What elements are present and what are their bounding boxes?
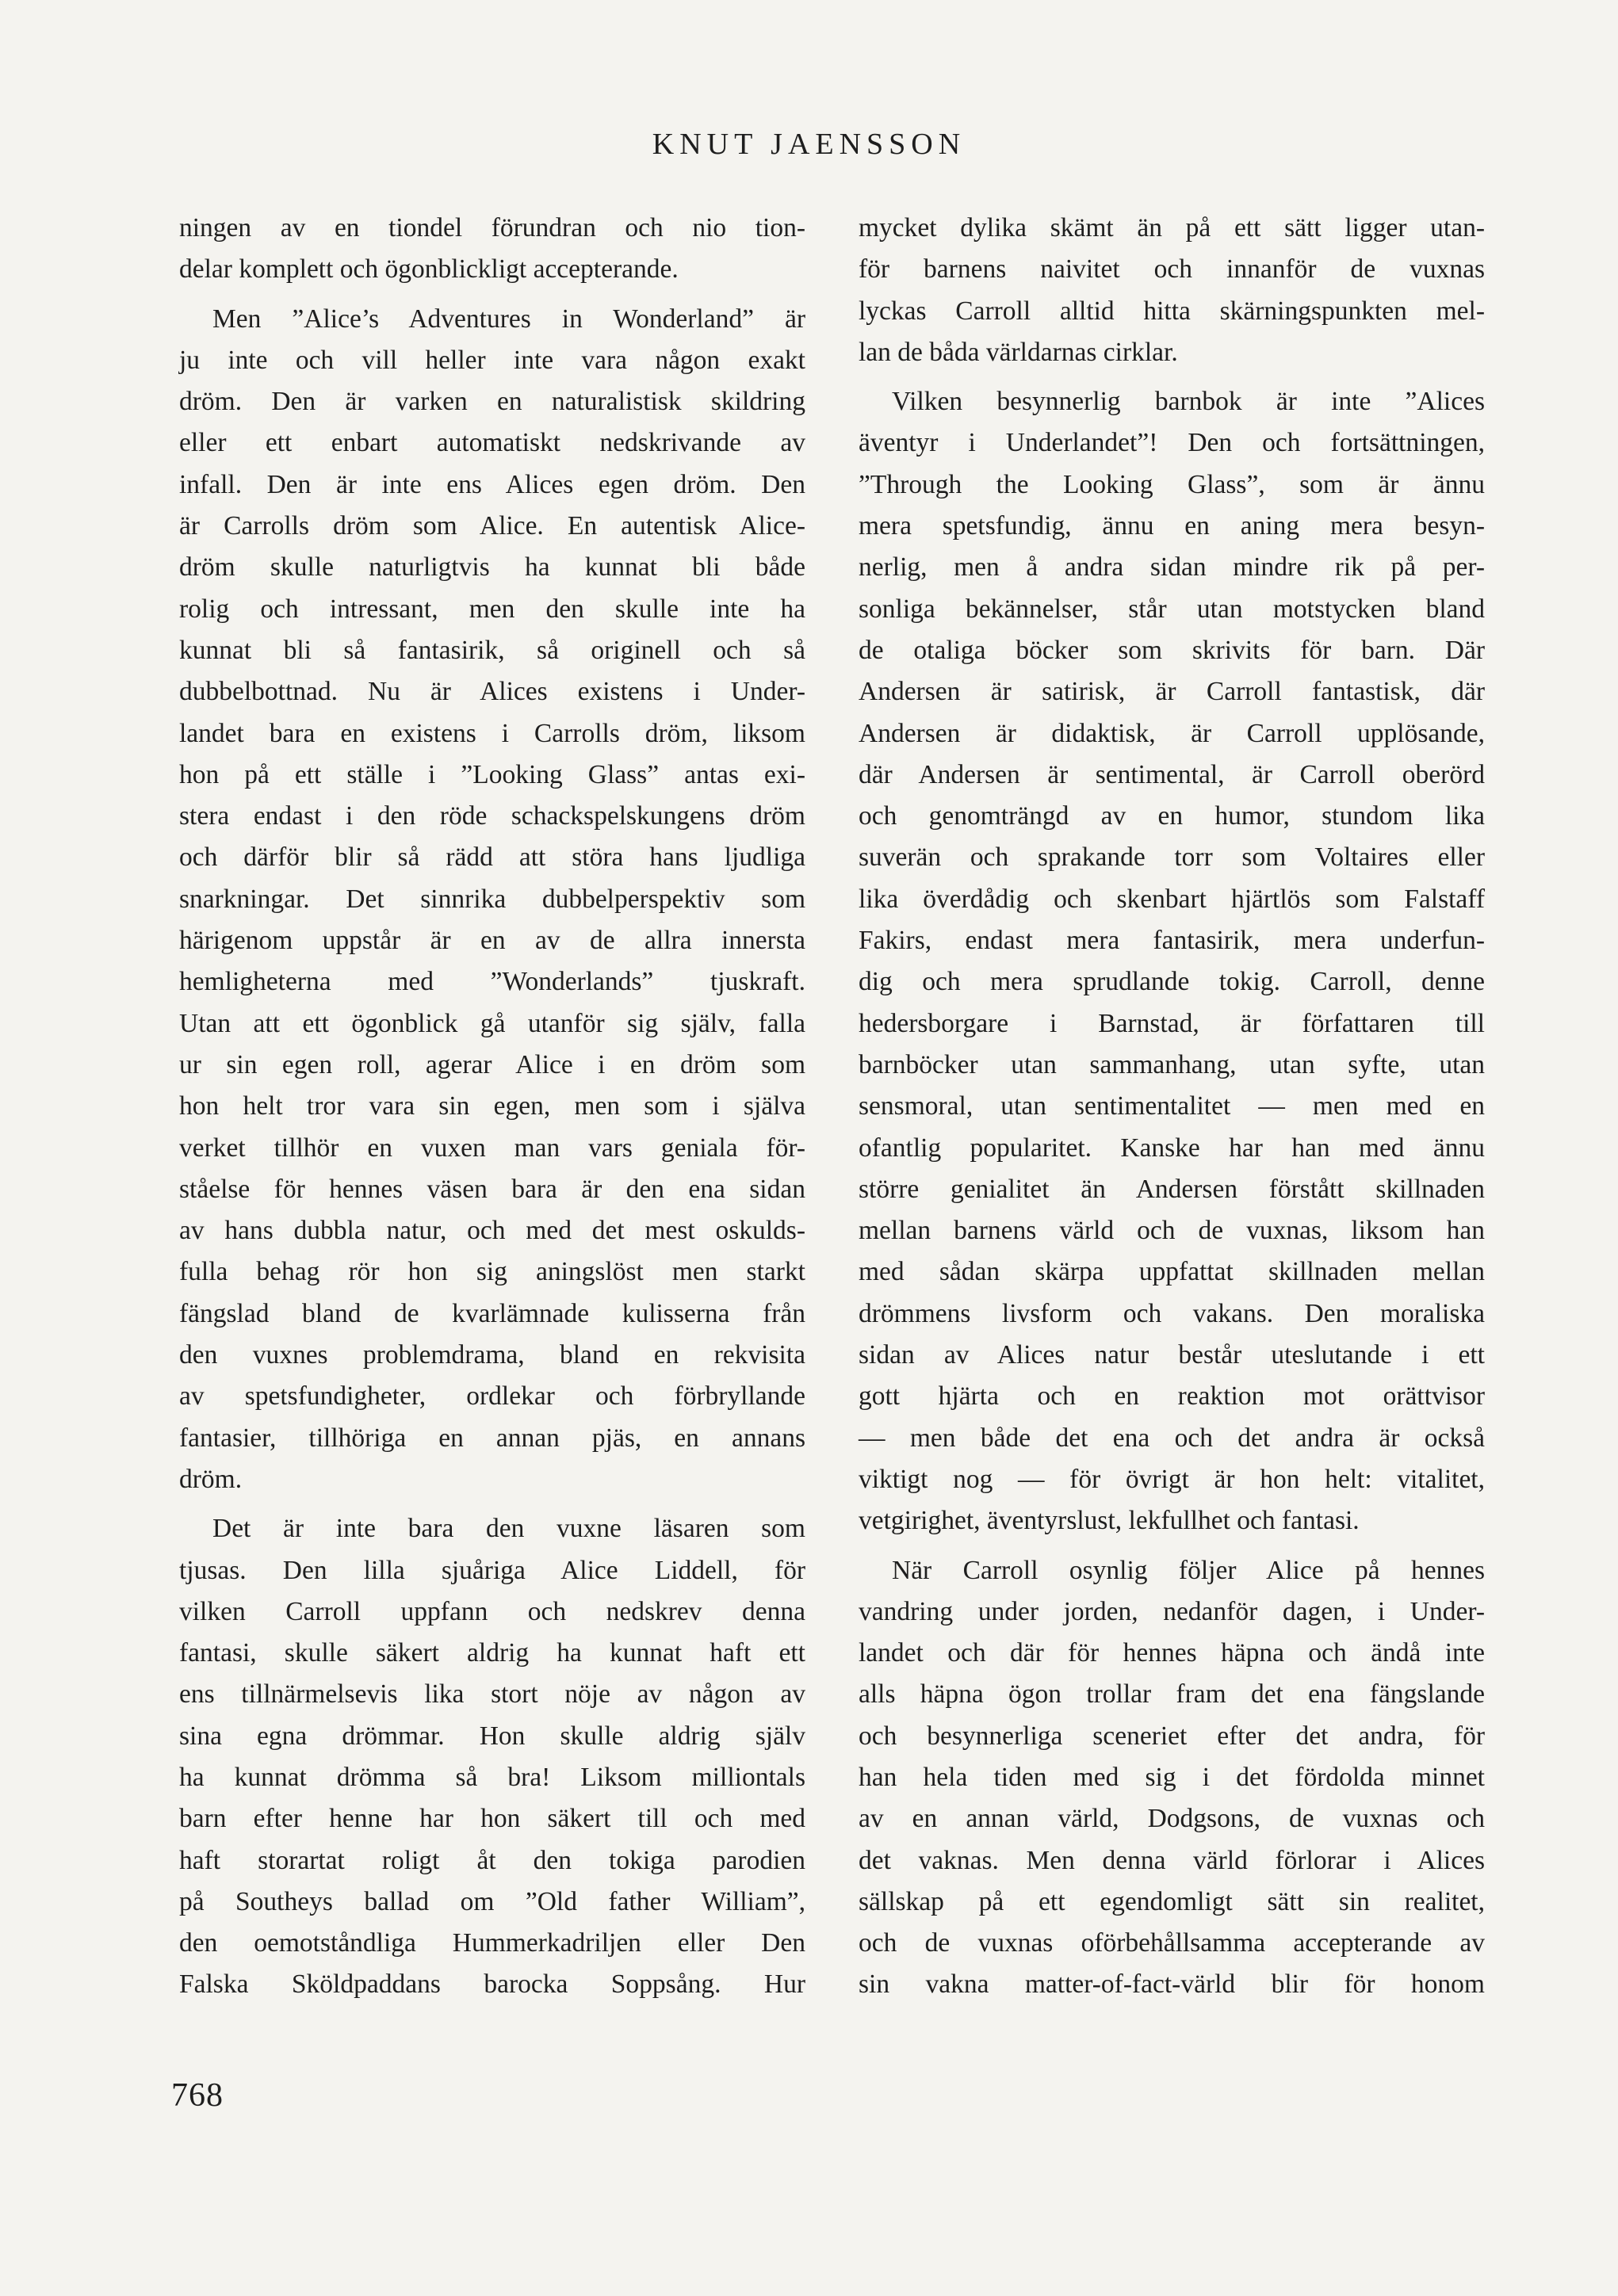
text-line: gott hjärta och en reaktion mot orättvisor [859,1381,1485,1412]
text-line: sina egna drömmar. Hon skulle aldrig själv [179,1721,805,1751]
text-line: Det är inte bara den vuxne läsaren som [212,1514,805,1544]
text-line: dubbelbottnad. Nu är Alices existens i Under- [179,677,805,707]
text-line: stera endast i den röde schackspelskungens dröm [179,801,805,831]
text-line: ofantlig popularitet. Kanske har han med ännu [859,1133,1485,1163]
text-line: kunnat bli så fantasirik, så originell och så [179,635,805,665]
text-line: Vilken besynnerlig barnbok är inte ”Alices [892,387,1485,417]
text-line: lika överdådig och skenbart hjärtlös som Falstaff [859,884,1485,914]
text-line: infall. Den är inte ens Alices egen dröm. Den [179,469,805,499]
text-line: hemligheterna med ”Wonderlands” tjuskraft. [179,967,805,997]
text-line: Utan att ett ögonblick gå utanför sig själv, falla [179,1008,805,1038]
text-line: sidan av Alices natur består uteslutande i ett [859,1340,1485,1370]
text-line: Andersen är didaktisk, är Carroll upplösande, [859,718,1485,748]
text-line: mycket dylika skämt än på ett sätt ligger utan- [859,213,1485,243]
text-line: ”Through the Looking Glass”, som är ännu [859,469,1485,499]
page-number: 768 [171,2077,224,2114]
text-line: Andersen är satirisk, är Carroll fantastisk, där [859,677,1485,707]
left-column [179,208,805,2006]
text-line: Falska Sköldpaddans barocka Soppsång. Hur [179,1969,805,2000]
text-line: ningen av en tiondel förundran och nio tion- [179,213,805,243]
text-line: den vuxnes problemdrama, bland en rekvisita [179,1340,805,1370]
text-line: delar komplett och ögonblickligt accepterande. [179,254,679,285]
text-line: det vaknas. Men denna värld förlorar i Alices [859,1845,1485,1875]
text-line: landet bara en existens i Carrolls dröm, liksom [179,718,805,748]
text-line: rolig och intressant, men den skulle inte ha [179,594,805,624]
text-line: ur sin egen roll, agerar Alice i en dröm som [179,1049,805,1079]
text-line: Men ”Alice’s Adventures in Wonderland” är [212,304,805,334]
text-line: barnböcker utan sammanhang, utan syfte, utan [859,1049,1485,1079]
text-line: viktigt nog — för övrigt är hon helt: vitalitet, [859,1464,1485,1494]
text-line: När Carroll osynlig följer Alice på hennes [892,1555,1485,1585]
text-line: med sådan skärpa uppfattat skillnaden mellan [859,1257,1485,1287]
text-line: dröm skulle naturligtvis ha kunnat bli både [179,552,805,583]
text-line: hon på ett ställe i ”Looking Glass” antas exi- [179,759,805,789]
text-line: alls häpna ögon trollar fram det ena fängslande [859,1679,1485,1710]
text-line: hedersborgare i Barnstad, är författaren till [859,1008,1485,1038]
text-line: snarkningar. Det sinnrika dubbelperspektiv som [179,884,805,914]
text-line: suverän och sprakande torr som Voltaires eller [859,842,1485,873]
text-line: och genomträngd av en humor, stundom lika [859,801,1485,831]
text-line: verket tillhör en vuxen man vars geniala för- [179,1133,805,1163]
text-line: av spetsfundigheter, ordlekar och förbryllande [179,1381,805,1412]
text-line: landet och där för hennes häpna och ändå inte [859,1638,1485,1668]
text-line: sin vakna matter-of-fact-värld blir för honom [859,1969,1485,2000]
text-line: för barnens naivitet och innanför de vuxnas [859,254,1485,285]
text-line: vetgirighet, äventyrslust, lekfullhet och fantasi. [859,1506,1360,1536]
text-line: fulla behag rör hon sig aningslöst men starkt [179,1257,805,1287]
text-line: de otaliga böcker som skrivits för barn. Där [859,635,1485,665]
text-line: lyckas Carroll alltid hitta skärningspunkten mel- [859,296,1485,326]
text-line: — men både det ena och det andra är också [859,1423,1485,1453]
text-line: större genialitet än Andersen förstått skillnaden [859,1174,1485,1204]
text-line: lan de båda världarnas cirklar. [859,337,1178,367]
text-line: dröm. [179,1464,243,1494]
text-line: tjusas. Den lilla sjuåriga Alice Liddell, för [179,1555,805,1585]
text-line: vandring under jorden, nedanför dagen, i Under- [859,1596,1485,1626]
text-line: nerlig, men å andra sidan mindre rik på per- [859,552,1485,583]
text-line: fantasier, tillhöriga en annan pjäs, en annans [179,1423,805,1453]
text-line: sensmoral, utan sentimentalitet — men med en [859,1091,1485,1121]
text-line: på Southeys ballad om ”Old father William”, [179,1886,805,1916]
text-line: dig och mera sprudlande tokig. Carroll, denne [859,967,1485,997]
text-line: och därför blir så rädd att störa hans ljudliga [179,842,805,873]
text-line: mellan barnens värld och de vuxnas, liksom han [859,1216,1485,1246]
text-line: haft storartat roligt åt den tokiga parodien [179,1845,805,1875]
text-line: mera spetsfundig, ännu en aning mera besyn- [859,511,1485,541]
text-line: och besynnerliga sceneriet efter det andra, för [859,1721,1485,1751]
text-line: drömmens livsform och vakans. Den moraliska [859,1298,1485,1328]
text-line: och de vuxnas oförbehållsamma accepterande av [859,1928,1485,1958]
text-line: äventyr i Underlandet”! Den och fortsättningen, [859,428,1485,458]
text-line: sällskap på ett egendomligt sätt sin realitet, [859,1886,1485,1916]
text-line: hon helt tror vara sin egen, men som i själva [179,1091,805,1121]
text-line: den oemotståndliga Hummerkadriljen eller Den [179,1928,805,1958]
text-line: fantasi, skulle säkert aldrig ha kunnat haft ett [179,1638,805,1668]
text-line: ju inte och vill heller inte vara någon exakt [179,345,805,375]
text-line: ståelse för hennes väsen bara är den ena sidan [179,1174,805,1204]
right-column [859,208,1485,2006]
text-line: Fakirs, endast mera fantasirik, mera underfun- [859,926,1485,956]
text-line: ens tillnärmelsevis lika stort nöje av någon av [179,1679,805,1710]
text-line: han hela tiden med sig i det fördolda minnet [859,1762,1485,1792]
text-line: av en annan värld, Dodgsons, de vuxnas och [859,1804,1485,1834]
text-line: vilken Carroll uppfann och nedskrev denna [179,1596,805,1626]
text-line: härigenom uppstår är en av de allra innersta [179,926,805,956]
text-line: ha kunnat drömma så bra! Liksom milliontals [179,1762,805,1792]
text-line: eller ett enbart automatiskt nedskrivande av [179,428,805,458]
running-head: KNUT JAENSSON [652,128,966,161]
text-line: är Carrolls dröm som Alice. En autentisk Alice- [179,511,805,541]
text-line: dröm. Den är varken en naturalistisk skildring [179,387,805,417]
text-line: barn efter henne har hon säkert till och med [179,1804,805,1834]
text-line: fängslad bland de kvarlämnade kulisserna från [179,1298,805,1328]
text-line: av hans dubbla natur, och med det mest oskulds- [179,1216,805,1246]
text-line: sonliga bekännelser, står utan motstycken bland [859,594,1485,624]
text-line: där Andersen är sentimental, är Carroll oberörd [859,759,1485,789]
